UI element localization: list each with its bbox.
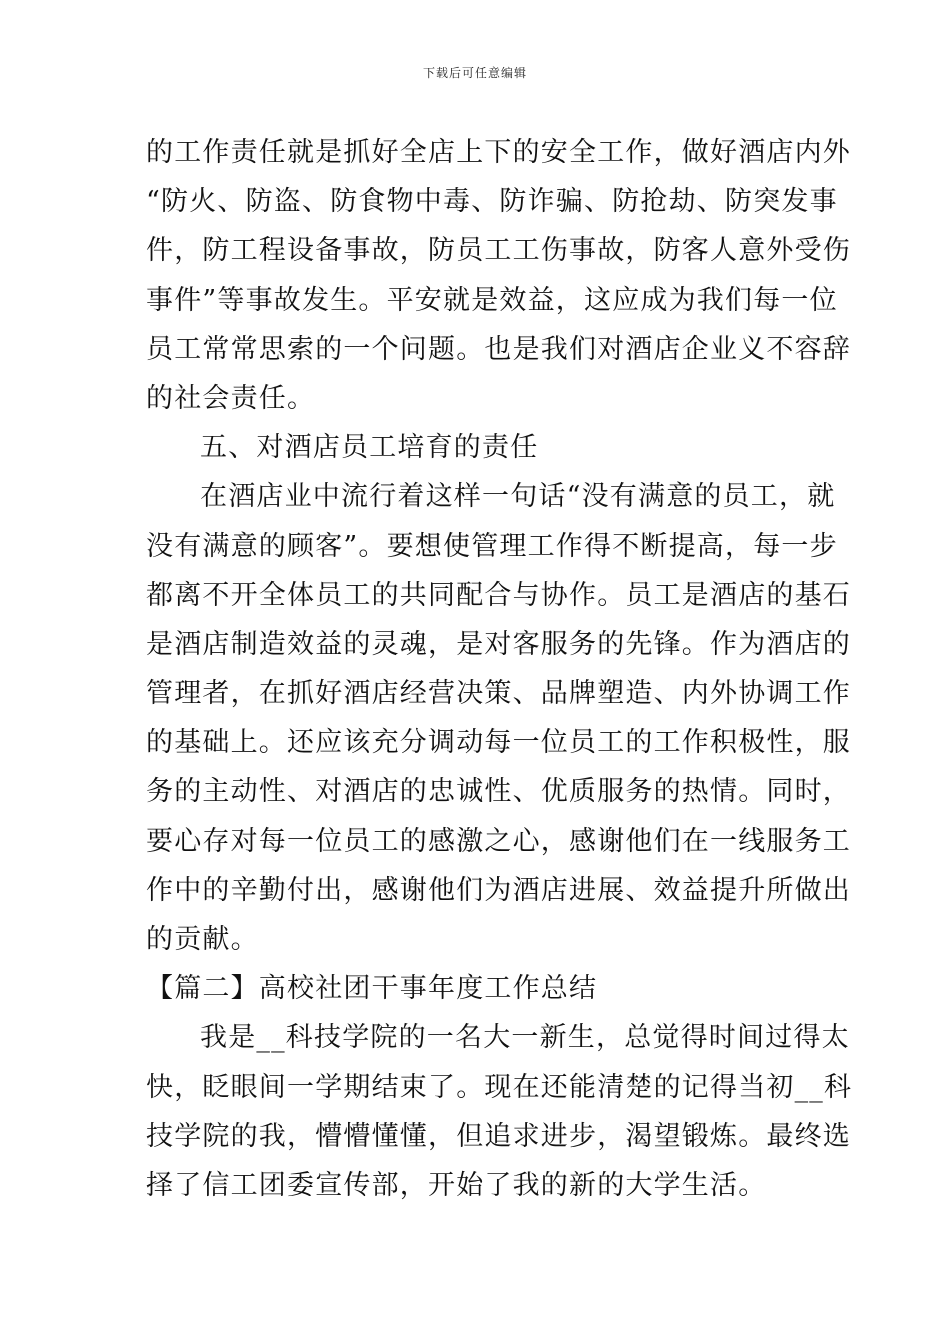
document-body xyxy=(146,128,853,1210)
text-line: 事件”等事故发生。平安就是效益，这应成为我们每一位 xyxy=(146,284,838,316)
article-title: 【篇二】高校社团干事年度工作总结 xyxy=(146,973,598,1005)
text-line: 的工作责任就是抓好全店上下的安全工作，做好酒店内外 xyxy=(146,137,851,168)
text-line: 件，防工程设备事故，防员工工伤事故，防客人意外受伤 xyxy=(146,235,851,267)
text-line: 的社会责任。 xyxy=(146,382,316,414)
text-line: 技学院的我，懵懵懂懂，但追求进步，渴望锻炼。最终选 xyxy=(146,1120,851,1152)
text-line: 的基础上。还应该充分调动每一位员工的工作积极性，服 xyxy=(146,727,851,759)
section-heading: 五、对酒店员工培育的责任 xyxy=(200,432,539,464)
text-line: “防火、防盗、防食物中毒、防诈骗、防抢劫、防突发事 xyxy=(146,186,838,218)
text-line: 员工常常思索的一个问题。也是我们对酒店企业义不容辞 xyxy=(146,333,851,365)
page-header: 下载后可任意编辑 xyxy=(422,66,527,80)
text-line: 我是__科技学院的一名大一新生，总觉得时间过得太 xyxy=(200,1022,850,1054)
text-line: 务的主动性、对酒店的忠诚性、优质服务的热情。同时， xyxy=(146,776,851,808)
text-line: 在酒店业中流行着这样一句话“没有满意的员工，就 xyxy=(200,481,836,513)
text-line: 是酒店制造效益的灵魂，是对客服务的先锋。作为酒店的 xyxy=(146,628,851,660)
text-line: 择了信工团委宣传部，开始了我的新的大学生活。 xyxy=(146,1169,767,1201)
text-line: 要心存对每一位员工的感激之心，感谢他们在一线服务工 xyxy=(146,825,851,857)
text-line: 没有满意的顾客”。要想使管理工作得不断提高，每一步 xyxy=(146,530,838,562)
text-line: 快，眨眼间一学期结束了。现在还能清楚的记得当初__科 xyxy=(146,1071,853,1103)
text-line: 作中的辛勤付出，感谢他们为酒店进展、效益提升所做出 xyxy=(146,874,851,906)
text-line: 管理者，在抓好酒店经营决策、品牌塑造、内外协调工作 xyxy=(146,678,851,710)
text-line: 都离不开全体员工的共同配合与协作。员工是酒店的基石 xyxy=(146,579,851,611)
text-line: 的贡献。 xyxy=(146,924,259,955)
